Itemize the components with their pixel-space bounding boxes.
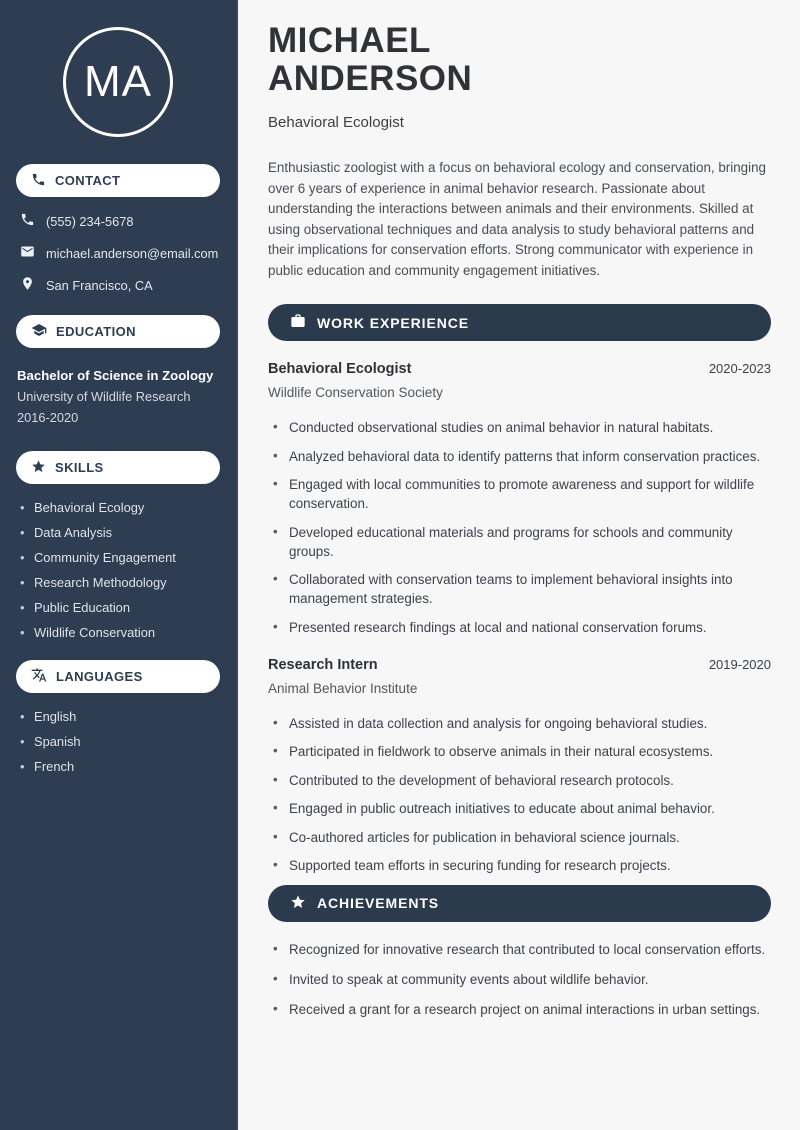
achievements-section-header bbox=[268, 885, 771, 922]
contact-header-label: CONTACT bbox=[55, 173, 121, 188]
skill-item: • Data Analysis bbox=[20, 525, 220, 540]
job-bullet: • Presented research findings at local and national conservation forums. bbox=[273, 618, 771, 637]
skills-list bbox=[16, 500, 220, 640]
phone-icon bbox=[20, 212, 35, 230]
phone-icon bbox=[31, 172, 46, 190]
contact-location-row bbox=[20, 276, 220, 294]
achievement-bullet: • Invited to speak at community events about wildlife behavior. bbox=[273, 970, 771, 989]
education-header-label: EDUCATION bbox=[56, 324, 136, 339]
job-bullet: • Participated in fieldwork to observe animals in their natural ecosystems. bbox=[273, 742, 771, 761]
avatar bbox=[63, 27, 173, 137]
job-dates: 2020-2023 bbox=[708, 361, 771, 376]
skills-header-label: SKILLS bbox=[55, 460, 104, 475]
job-header bbox=[268, 361, 771, 377]
skill-item: • Behavioral Ecology bbox=[20, 500, 220, 515]
mail-icon bbox=[20, 244, 35, 262]
avatar-initials: MA bbox=[84, 57, 152, 106]
skill-item: • Community Engagement bbox=[20, 550, 220, 565]
job-entry bbox=[268, 361, 771, 637]
contact-phone-text: (555) 234-5678 bbox=[46, 213, 134, 229]
sidebar bbox=[0, 0, 238, 1130]
job-title: Research Intern bbox=[268, 656, 378, 673]
contact-email-row bbox=[20, 244, 220, 262]
education-section-header bbox=[16, 315, 220, 348]
languages-header-label: LANGUAGES bbox=[56, 669, 143, 684]
name-line-1: MICHAEL bbox=[268, 21, 431, 60]
location-icon bbox=[20, 276, 35, 294]
languages-list bbox=[16, 709, 220, 774]
job-bullet: • Developed educational materials and programs for schools and community groups. bbox=[273, 523, 771, 561]
skill-item: • Public Education bbox=[20, 600, 220, 615]
contact-location-text: San Francisco, CA bbox=[46, 277, 153, 293]
work-experience-section-header bbox=[268, 304, 771, 341]
summary-paragraph: Enthusiastic zoologist with a focus on behavioral ecology and conservation, bringing over 6 years of experience in animal behavior research. Passionate about understanding the interactions between animals and their environments. Skilled at using observational techniques and data analysis to study behavioral patterns and their implications for conservation efforts. Strong communicator with experience in public education and community engagement initiatives. bbox=[268, 160, 766, 278]
page-title bbox=[268, 22, 771, 98]
avatar-wrap bbox=[16, 27, 220, 137]
achievements-header-label: ACHIEVEMENTS bbox=[317, 895, 440, 911]
contact-section-header bbox=[16, 164, 220, 197]
job-bullet: • Assisted in data collection and analysis for ongoing behavioral studies. bbox=[273, 714, 771, 733]
language-item: • French bbox=[20, 759, 220, 774]
language-item: • English bbox=[20, 709, 220, 724]
skill-item: • Research Methodology bbox=[20, 575, 220, 590]
job-bullet: • Engaged with local communities to promote awareness and support for wildlife conservation. bbox=[273, 475, 771, 513]
job-company: Wildlife Conservation Society bbox=[268, 385, 443, 400]
achievement-bullet: • Recognized for innovative research that contributed to local conservation efforts. bbox=[273, 940, 771, 959]
job-bullet: • Engaged in public outreach initiatives to educate about animal behavior. bbox=[273, 799, 771, 818]
job-bullet-list bbox=[268, 714, 771, 876]
job-bullet: • Conducted observational studies on animal behavior in natural habitats. bbox=[273, 418, 771, 437]
contact-list bbox=[16, 212, 220, 294]
job-bullet-list bbox=[268, 418, 771, 637]
education-school: University of Wildlife Research bbox=[17, 389, 191, 404]
job-bullet: • Co-authored articles for publication in behavioral science journals. bbox=[273, 828, 771, 847]
job-header bbox=[268, 657, 771, 673]
job-entry bbox=[268, 657, 771, 876]
languages-section-header bbox=[16, 660, 220, 693]
briefcase-icon bbox=[290, 313, 306, 332]
star-icon bbox=[31, 459, 46, 477]
star-icon bbox=[290, 894, 306, 913]
job-bullet: • Supported team efforts in securing funding for research projects. bbox=[273, 856, 771, 875]
job-bullet: • Contributed to the development of behavioral research protocols. bbox=[273, 771, 771, 790]
professional-title: Behavioral Ecologist bbox=[268, 114, 404, 131]
achievements-list bbox=[268, 940, 771, 1019]
education-entry bbox=[16, 365, 220, 428]
graduation-cap-icon bbox=[31, 322, 47, 341]
job-dates: 2019-2020 bbox=[708, 656, 771, 672]
job-company: Animal Behavior Institute bbox=[268, 680, 418, 696]
language-item: • Spanish bbox=[20, 734, 220, 749]
job-bullet: • Analyzed behavioral data to identify patterns that inform conservation practices. bbox=[273, 447, 771, 466]
skills-section-header bbox=[16, 451, 220, 484]
job-title: Behavioral Ecologist bbox=[268, 361, 412, 377]
education-years: 2016-2020 bbox=[17, 410, 79, 425]
contact-phone-row bbox=[20, 212, 220, 230]
translate-icon bbox=[31, 667, 47, 686]
main-content bbox=[238, 0, 800, 1130]
education-degree: Bachelor of Science in Zoology bbox=[17, 368, 214, 383]
job-bullet: • Collaborated with conservation teams to implement behavioral insights into management strategies. bbox=[273, 570, 771, 608]
skill-item: • Wildlife Conservation bbox=[20, 625, 220, 640]
achievement-bullet: • Received a grant for a research project on animal interactions in urban settings. bbox=[273, 1000, 771, 1019]
work-experience-header-label: WORK EXPERIENCE bbox=[317, 314, 469, 331]
contact-email-text: michael.anderson@email.com bbox=[46, 245, 219, 261]
name-line-2: ANDERSON bbox=[268, 59, 473, 98]
